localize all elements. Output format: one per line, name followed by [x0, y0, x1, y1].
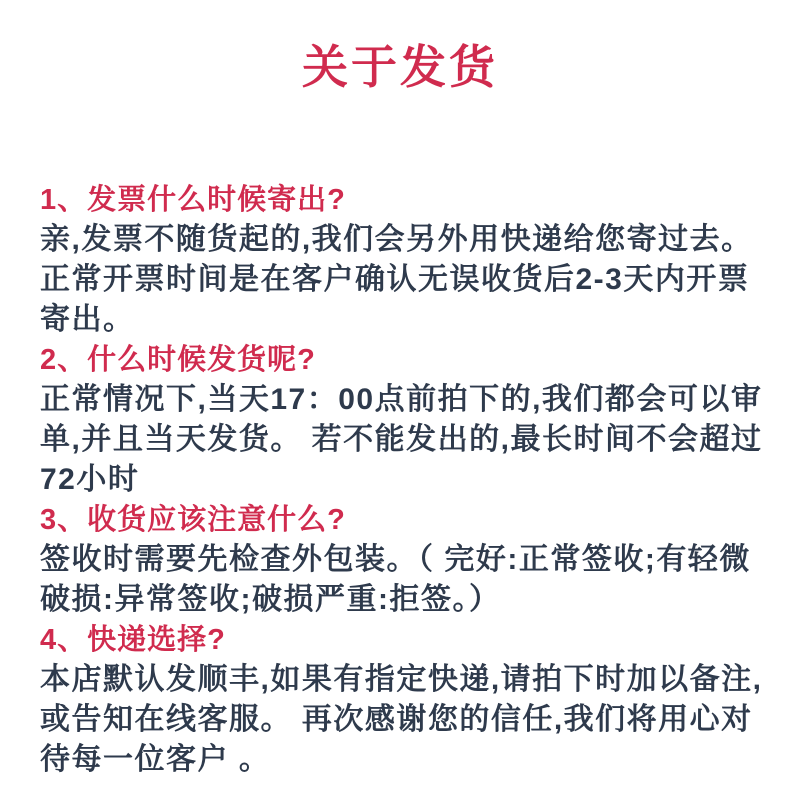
- faq-list: [40, 180, 770, 780]
- faq-section-ship-time: [40, 340, 770, 500]
- answer-text: 亲,发票不随货起的,我们会另外用快递给您寄过去。 正常开票时间是在客户确认无误收货后2-3天内开票寄出。: [40, 223, 753, 336]
- answer-text: 本店默认发顺丰,如果有指定快递,请拍下时加以备注, 或告知在线客服。 再次感谢您的信任,我们将用心对待每一位客户 。: [40, 663, 763, 776]
- page-title: 关于发货: [302, 41, 498, 93]
- answer-text: 正常情况下,当天17：00点前拍下的,我们都会可以审单,并且当天发货。 若不能发出的,最长时间不会超过72小时: [40, 383, 763, 496]
- faq-section-receiving: [40, 500, 770, 620]
- faq-section-courier: [40, 620, 770, 780]
- faq-section-invoice: [40, 180, 770, 340]
- question-heading: 2、什么时候发货呢?: [40, 344, 316, 376]
- question-heading: 1、发票什么时候寄出?: [40, 184, 346, 216]
- question-heading: 4、快递选择?: [40, 624, 226, 656]
- question-heading: 3、收货应该注意什么?: [40, 504, 346, 536]
- answer-text: 签收时需要先检查外包装。（ 完好:正常签收;有轻微破损:异常签收;破损严重:拒签。）: [40, 543, 751, 616]
